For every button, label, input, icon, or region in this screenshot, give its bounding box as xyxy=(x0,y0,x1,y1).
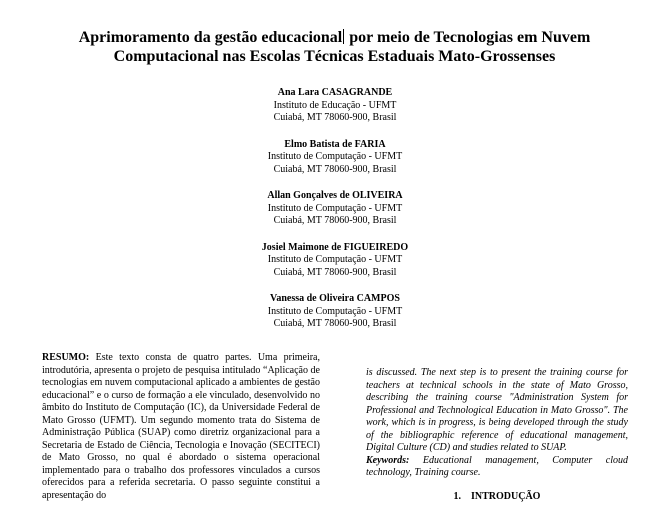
author-address: Cuiabá, MT 78060-900, Brasil xyxy=(273,266,397,278)
author-institution: Instituto de Computação - UFMT xyxy=(267,202,403,214)
author-list xyxy=(185,87,485,345)
author-institution: Instituto de Computação - UFMT xyxy=(267,151,403,162)
section-number: 1. xyxy=(453,491,462,502)
resumo-paragraph xyxy=(42,352,320,502)
abstract-text: is discussed. The next step is to present the training course for teachers at technical schools in the state of Mato Grosso, describing the training course "Administration System for Professional and Technological Education in Mato Grosso". The work, which is in progress, is being developed through the study of the bibliographic reference of educational management, Digital Culture (CD) and studies related to SUAP. xyxy=(366,367,628,453)
author-name: Josiel Maimone de FIGUEIREDO xyxy=(261,241,409,253)
author-address: Cuiabá, MT 78060-900, Brasil xyxy=(273,112,397,123)
section-title: INTRODUÇÃO xyxy=(471,491,541,502)
author-name: Ana Lara CASAGRANDE xyxy=(277,87,393,98)
resumo-label: RESUMO: xyxy=(42,352,90,363)
title-line-1-start: Aprimoramento da gestão educacional xyxy=(78,29,343,46)
author-address: Cuiabá, MT 78060-900, Brasil xyxy=(273,318,397,329)
section-heading xyxy=(366,491,628,502)
author-block xyxy=(185,242,485,280)
title-line-2: Computacional nas Escolas Técnicas Estaduais Mato-Grossenses xyxy=(113,48,556,65)
author-institution: Instituto de Educação - UFMT xyxy=(273,99,397,111)
author-name: Vanessa de Oliveira CAMPOS xyxy=(270,293,400,304)
resumo-text: Este texto consta de quatro partes. Uma primeira, introdutória, apresenta o projeto de pesquisa intitulado “Aplicação de tecnologias em nuvem computacional aplicado a ambientes de gestão educacional” e o curso de formação a ele vinculado, desenvolvido no âmbito do Instituto de Computação (IC), da Universidade Federal de Mato Grosso (UFMT). Um segundo momento trata do Sistema de Administração Pública (SUAP) como diretriz organizacional para a Secretaria de Estado de Ciência, Tecnologia e Inovação (SECITECI) de Mato Grosso, no qual é abordado o sistema operacional implementado para o trabalho dos professores vinculados a cursos oferecidos para a referida secretaria. O passo seguinte constitui a apresentação do xyxy=(42,352,320,501)
author-address: Cuiabá, MT 78060-900, Brasil xyxy=(273,215,397,226)
keywords-text: Educational management, Computer cloud technology, Training course. xyxy=(366,454,629,478)
abstract-continuation xyxy=(366,367,628,480)
paper-title xyxy=(40,28,629,66)
author-block xyxy=(185,87,485,125)
author-address: Cuiabá, MT 78060-900, Brasil xyxy=(273,163,397,175)
author-institution: Instituto de Computação - UFMT xyxy=(267,305,403,317)
keywords-label: Keywords: xyxy=(366,454,410,466)
author-block xyxy=(185,190,485,228)
author-name: Elmo Batista de FARIA xyxy=(284,138,386,150)
author-name: Allan Gonçalves de OLIVEIRA xyxy=(267,190,403,201)
author-institution: Instituto de Computação - UFMT xyxy=(267,254,403,265)
title-line-1-end: por meio de Tecnologias em Nuvem xyxy=(345,29,591,46)
author-block xyxy=(185,139,485,177)
author-block xyxy=(185,293,485,331)
